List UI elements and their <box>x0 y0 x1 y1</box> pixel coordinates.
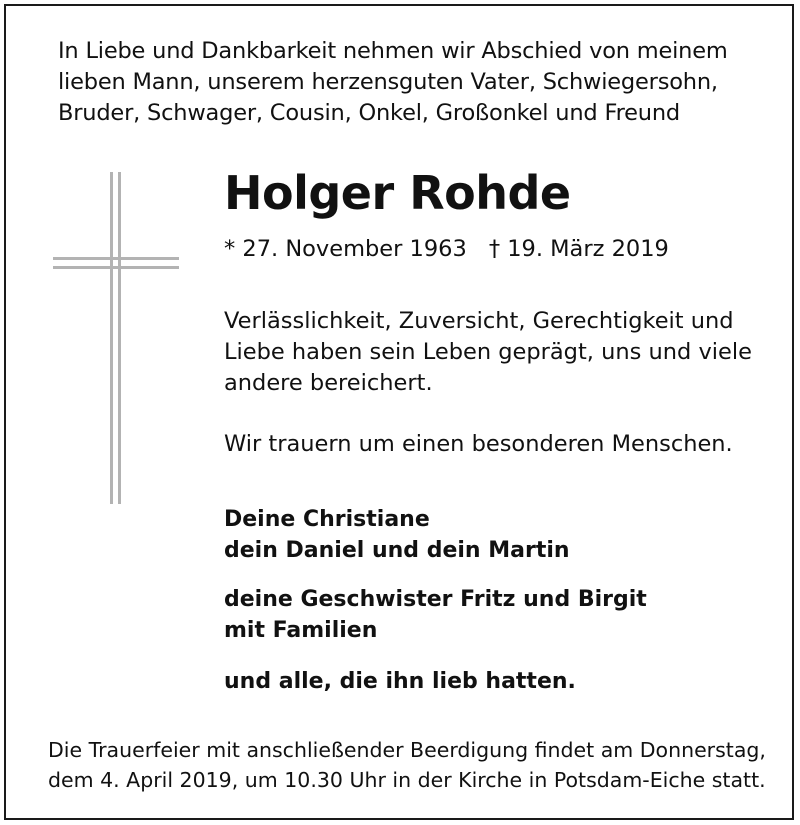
tribute-text <box>224 306 752 399</box>
death-date: † 19. März 2019 <box>488 236 669 262</box>
mourning-statement: Wir trauern um einen besonderen Menschen. <box>224 431 733 457</box>
mourners-group-all <box>224 666 576 697</box>
life-dates <box>224 236 669 262</box>
mourners-group-siblings <box>224 584 647 646</box>
birth-date: * 27. November 1963 <box>224 236 467 262</box>
tribute-line: andere bereichert. <box>224 370 433 396</box>
tribute-line: Verlässlichkeit, Zuversicht, Gerechtigkeit und <box>224 308 734 334</box>
intro-line: In Liebe und Dankbarkeit nehmen wir Abschied von meinem <box>58 38 728 64</box>
deceased-name: Holger Rohde <box>224 166 571 220</box>
intro-line: Bruder, Schwager, Cousin, Onkel, Großonkel und Freund <box>58 100 680 126</box>
mourner-line: dein Daniel und dein Martin <box>224 538 570 563</box>
funeral-line: Die Trauerfeier mit anschließender Beerdigung findet am Donnerstag, <box>48 738 766 762</box>
funeral-line: dem 4. April 2019, um 10.30 Uhr in der Kirche in Potsdam-Eiche statt. <box>48 768 766 792</box>
funeral-notice <box>48 735 766 795</box>
mourner-line: Deine Christiane <box>224 507 430 532</box>
mourner-line: deine Geschwister Fritz und Birgit <box>224 587 647 612</box>
cross-icon <box>50 172 180 504</box>
mourners-group-spouse-children <box>224 504 570 566</box>
intro-text <box>58 36 758 129</box>
mourner-line: und alle, die ihn lieb hatten. <box>224 669 576 694</box>
mourner-line: mit Familien <box>224 618 378 643</box>
intro-line: lieben Mann, unserem herzensguten Vater, Schwiegersohn, <box>58 69 718 95</box>
tribute-line: Liebe haben sein Leben geprägt, uns und viele <box>224 339 752 365</box>
